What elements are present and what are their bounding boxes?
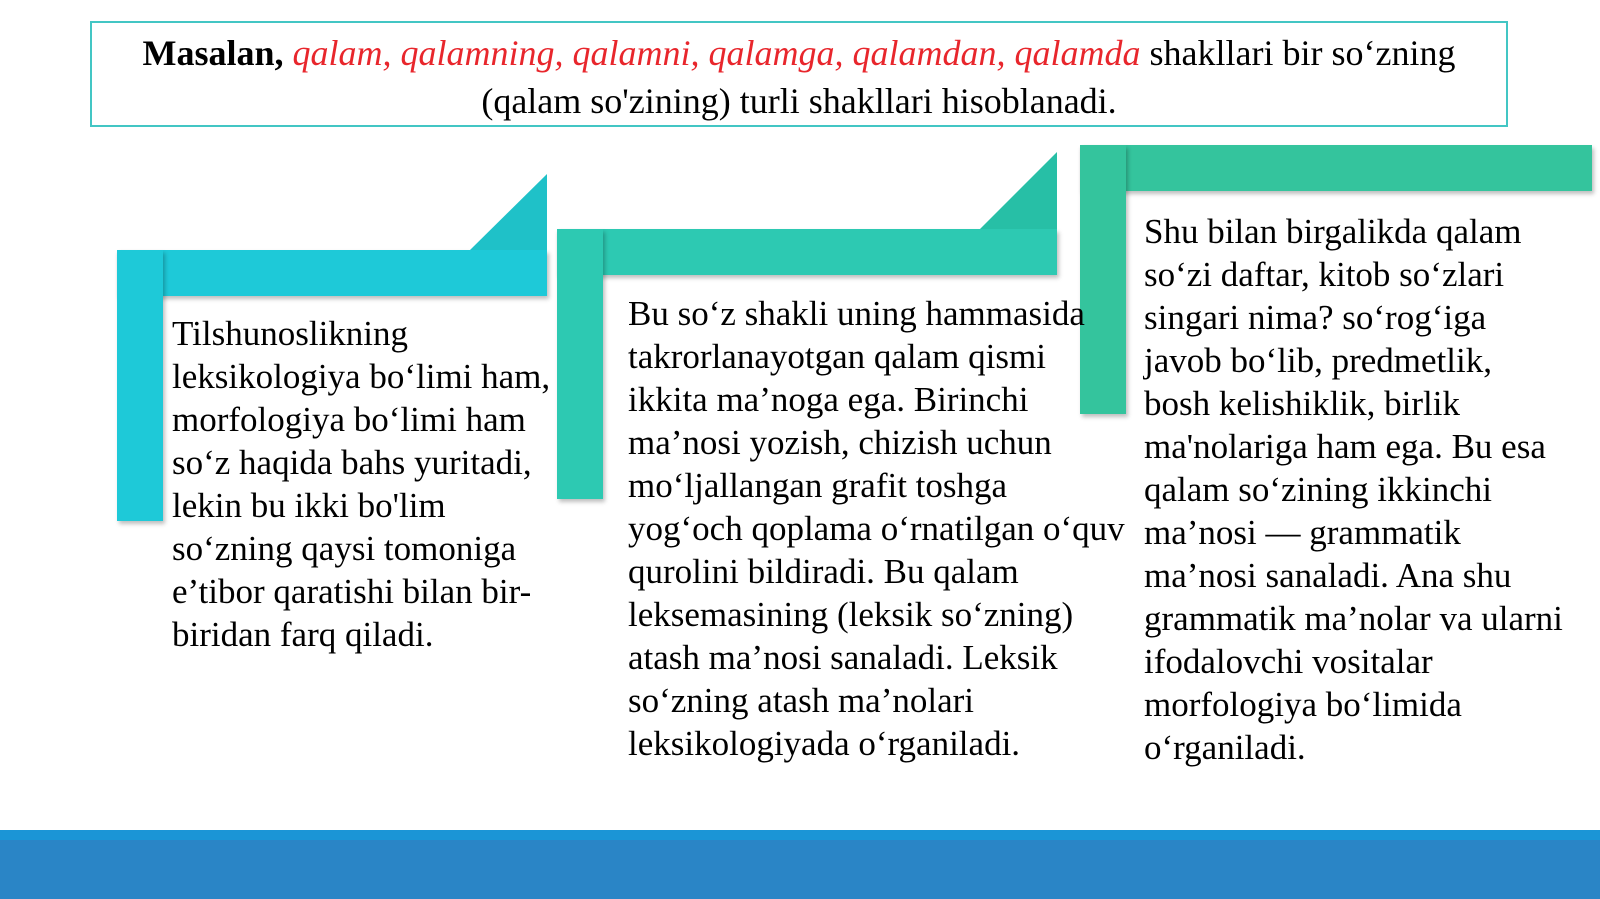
- footer-band-highlight: [0, 830, 1600, 840]
- column-2-text: [628, 292, 1128, 765]
- bracket-1-top-bar: [117, 250, 547, 296]
- column-1-paragraph: Tilshunoslikning leksikologiya bo‘limi ham, morfologiya bo‘limi ham so‘z haqida bahs yuritadi, lekin bu ikki bo'lim so‘zning qaysi tomoniga e’tibor qaratishi bilan bir-biridan farq qiladi.: [172, 314, 551, 654]
- column-2-paragraph: Bu so‘z shakli uning hammasida takrorlanayotgan qalam qismi ikkita ma’noga ega. Birinchi ma’nosi yozish, chizish uchun mo‘ljallangan grafit toshga yog‘och qoplama o‘rnatilgan o‘quv qurolini bildiradi. Bu qalam leksemasining (leksik so‘zning) atash ma’nosi sanaladi. Leksik so‘zning atash ma’nolari leksikologiyada o‘rganiladi.: [628, 294, 1125, 763]
- header-lead: Masalan,: [142, 33, 284, 73]
- bracket-1-fold: [470, 174, 547, 250]
- header-rest: shakllari bir so‘zning (qalam so'zining) turli shakllari hisoblanadi.: [481, 33, 1456, 121]
- footer-band: [0, 830, 1600, 899]
- column-1-text: [172, 312, 552, 656]
- header-box: [90, 21, 1508, 127]
- column-3-text: [1144, 210, 1564, 769]
- bracket-2-top-bar: [557, 229, 1057, 275]
- bracket-1-side-bar: [117, 250, 163, 521]
- bracket-2-side-bar: [557, 229, 603, 499]
- header-forms: qalam, qalamning, qalamni, qalamga, qalamdan, qalamda: [292, 33, 1141, 73]
- bracket-3-top-bar: [1080, 145, 1592, 191]
- column-3-paragraph: Shu bilan birgalikda qalam so‘zi daftar, kitob so‘zlari singari nima? so‘rog‘iga javob bo‘lib, predmetlik, bosh kelishiklik, birlik ma'nolariga ham ega. Bu esa qalam so‘zining ikkinchi ma’nosi — grammatik ma’nosi sanaladi. Ana shu grammatik ma’nolar va ularni ifodalovchi vositalar morfologiya bo‘limida o‘rganiladi.: [1144, 212, 1563, 767]
- bracket-2-fold: [980, 152, 1057, 229]
